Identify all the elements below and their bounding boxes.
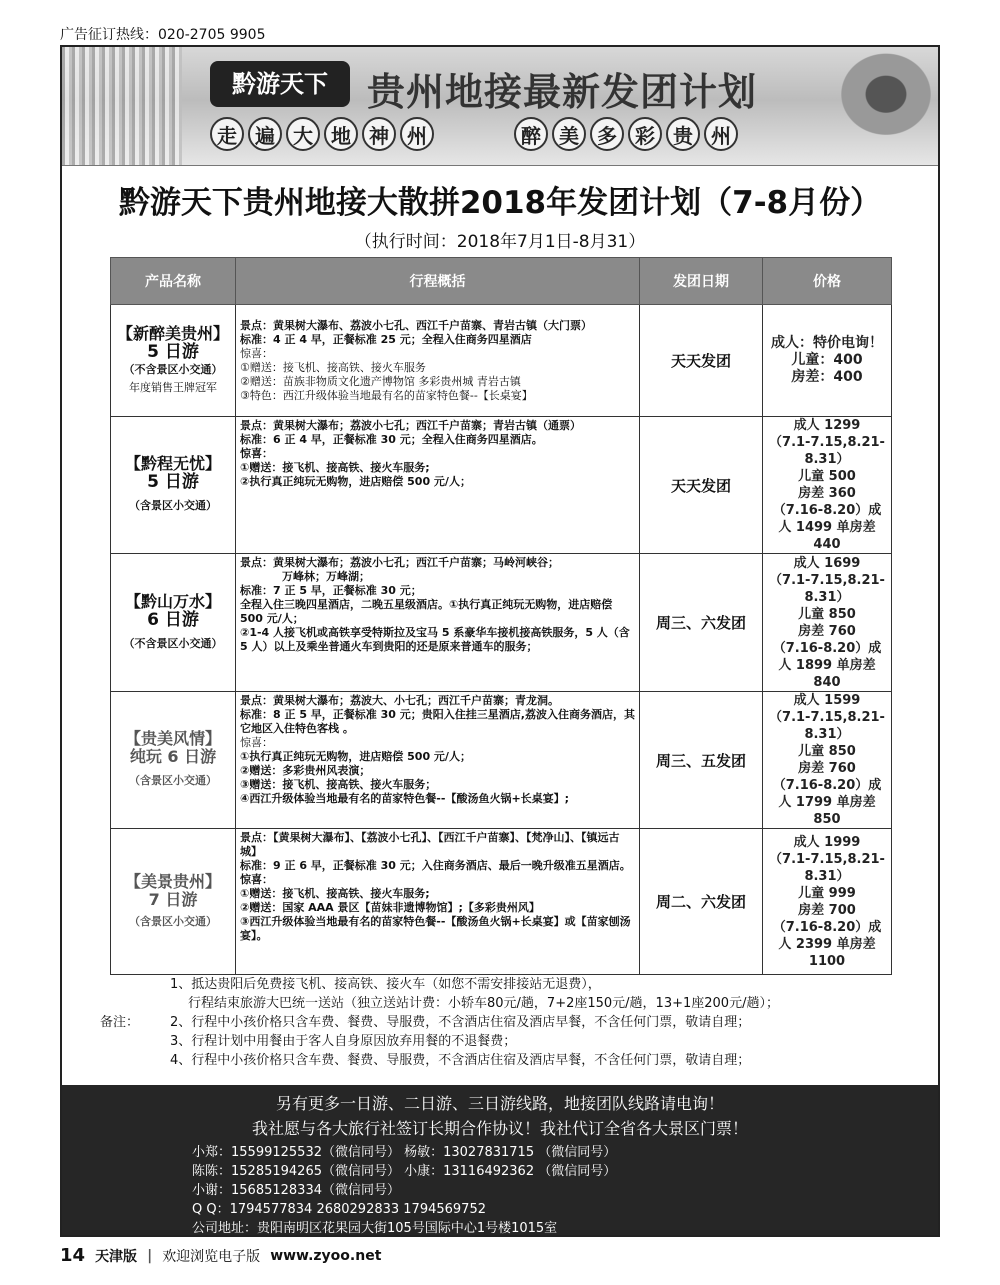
itinerary-line: 景点：黄果树大瀑布；荔波小七孔；西江千户苗寨；青岩古镇（通票） [240, 419, 581, 432]
banner [62, 47, 938, 166]
price-line: 儿童 850 [798, 606, 856, 622]
price-line: 人 2399 单房差 [778, 936, 876, 952]
product-name: 【贵美风情】 [124, 729, 221, 748]
price-line: 人 1499 单房差 [778, 520, 876, 535]
product-name-cell [111, 417, 236, 554]
slogan-char: 大 [286, 117, 320, 151]
brand-logo: 黔游天下 [210, 61, 350, 107]
price-line: 人 1799 单房差 [778, 795, 876, 810]
slogan-left [210, 117, 434, 151]
header-product: 产品名称 [111, 258, 236, 305]
slogan-char: 彩 [628, 117, 662, 151]
note-line: 行程结束旅游大巴统一送站（独立送站计费：小轿车80元/趟，7+2座150元/趟，13+1座200元/趟）； [188, 996, 779, 1011]
departure-date: 周三、五发团 [640, 692, 763, 829]
itinerary-line: 标准：8 正 5 早，正餐标准 30 元；贵阳入住挂三星酒店,荔波入住商务酒店，其它地区入住特色客栈 。 [240, 708, 635, 735]
itinerary-line: 景点：黄果树大瀑布；荔波大、小七孔；西江千户苗寨；青龙洞。 [240, 694, 559, 707]
price-line: （7.16-8.20）成 [772, 503, 882, 518]
note-line: 4、行程中小孩价格只含车费、餐费、导服费，不含酒店住宿及酒店早餐，不含任何门票，敬请自理； [170, 1053, 751, 1068]
itinerary-line: ①赠送：接飞机、接高铁、接火车服务; [240, 887, 430, 900]
itinerary-line: 惊喜： [240, 346, 273, 360]
price-line: （7.1-7.15,8.21- [769, 435, 885, 450]
price-line: （7.16-8.20）成 [772, 778, 882, 793]
price-line: 儿童 850 [798, 744, 856, 759]
price-cell [763, 692, 892, 829]
itinerary-line: 标准：7 正 5 早，正餐标准 30 元； [240, 584, 422, 597]
welcome-text: 欢迎浏览电子版 [162, 1248, 261, 1265]
slogan-char: 州 [400, 117, 434, 151]
price-line: 8.31） [804, 452, 850, 467]
product-name-cell [111, 829, 236, 975]
table-row [111, 305, 892, 417]
itinerary-line: 标准：6 正 4 早，正餐标准 30 元；全程入住商务四星酒店。 [240, 433, 543, 446]
price-line: 儿童 500 [798, 469, 856, 484]
table-header-row [111, 258, 892, 305]
itinerary-line: ③赠送：接飞机、接高铁、接火车服务； [240, 778, 437, 791]
slogan-char: 多 [590, 117, 624, 151]
product-name: 【新醉美贵州】 [116, 323, 229, 343]
itinerary-line: ③特色：西江升级体验当地最有名的苗家特色餐--【长桌宴】 [240, 388, 533, 402]
dancer-figure-image [808, 47, 938, 165]
product-name: 【美景贵州】 [124, 871, 221, 891]
price-cell [763, 554, 892, 692]
product-name-cell [111, 305, 236, 417]
contact-line: 公司地址：贵阳南明区花果园大街105号国际中心1号楼1015室 [192, 1221, 558, 1236]
contact-line: 小谢：15685128334（微信同号） [192, 1183, 400, 1198]
slogan-char: 走 [210, 117, 244, 151]
itinerary-line: 惊喜： [240, 447, 273, 460]
itinerary-cell [236, 554, 640, 692]
price-line: 成人 1999 [793, 834, 861, 850]
price-line: 房差 700 [798, 902, 856, 918]
slogan-char: 神 [362, 117, 396, 151]
contact-line: 小郑：15599125532（微信同号） 杨敏：13027831715 （微信同号） [192, 1145, 617, 1160]
itinerary-line: 惊喜： [240, 736, 273, 749]
table-row [111, 417, 892, 554]
product-subnote: （不含景区小交通） [123, 362, 223, 376]
itinerary-line: ①赠送：接飞机、接高铁、接火车服务; [240, 461, 430, 474]
price-line: 儿童 999 [798, 885, 856, 901]
departure-date: 周三、六发团 [640, 554, 763, 692]
itinerary-line: ③西江升级体验当地最有名的苗家特色餐--【酸汤鱼火锅+长桌宴】或【苗家刨汤宴】。 [240, 915, 631, 942]
note-line: 1、抵达贵阳后免费接飞机、接高铁、接火车（如您不需安排接站无退费）， [170, 977, 601, 992]
price-line: 房差：400 [791, 369, 863, 385]
product-name: 【黔山万水】 [124, 591, 221, 611]
itinerary-line: 标准：4 正 4 早，正餐标准 25 元；全程入住商务四星酒店 [240, 332, 532, 346]
price-line: 房差 760 [798, 761, 856, 776]
price-cell [763, 829, 892, 975]
product-days: 6 日游 [147, 609, 199, 630]
slogan-char: 醉 [514, 117, 548, 151]
price-line: 8.31） [804, 868, 850, 884]
itinerary-line: ②赠送：国家 AAA 景区【苗妹非遗博物馆】;【多彩贵州风】 [240, 901, 540, 914]
edition-label: 天津版 [95, 1248, 138, 1265]
ad-hotline: 广告征订热线：020-2705 9905 [60, 27, 266, 43]
slogan-char: 贵 [666, 117, 700, 151]
header-date: 发团日期 [640, 258, 763, 305]
itinerary-line: ②1-4 人接飞机或高铁享受特斯拉及宝马 5 系豪华车接机接高铁服务，5 人（含 5 人）以上及乘坐普通火车到贵阳的还是原来普通车的服务； [240, 626, 630, 653]
price-line: 成人 1299 [793, 418, 861, 433]
contact-list [192, 1143, 938, 1237]
price-line: （7.16-8.20）成 [772, 919, 882, 935]
itinerary-line: 标准：9 正 6 早，正餐标准 30 元；入住商务酒店、最后一晚升级准五星酒店。 [240, 859, 631, 872]
itinerary-line: 全程入住三晚四星酒店，二晚五星级酒店。①执行真正纯玩无购物，进店赔偿 500 元/人； [240, 598, 613, 625]
price-line: 房差 360 [798, 486, 856, 501]
slogan-char: 地 [324, 117, 358, 151]
itinerary-line: 惊喜： [240, 873, 273, 886]
more-routes-text: 另有更多一日游、二日游、三日游线路，地接团队线路请电询！ [275, 1094, 724, 1113]
itinerary-line: ①赠送：接飞机、接高铁、接火车服务 [240, 360, 426, 374]
note-line: 2、行程中小孩价格只含车费、餐费、导服费，不含酒店住宿及酒店早餐，不含任何门票，敬请自理； [170, 1015, 751, 1030]
tour-plan-table [110, 257, 892, 975]
product-subnote: （含景区小交通） [129, 914, 217, 928]
price-line: 成人 1599 [793, 693, 861, 708]
execution-time: （执行时间：2018年7月1日-8月31） [354, 232, 646, 252]
itinerary-line: 万峰林；万峰湖； [282, 570, 370, 583]
price-cell [763, 417, 892, 554]
price-line: 成人：特价电询！ [771, 335, 883, 351]
product-subnote: （含景区小交通） [129, 774, 217, 787]
slogan-right [514, 117, 738, 151]
product-badge: 年度销售王牌冠军 [129, 380, 217, 394]
price-line: 8.31） [804, 589, 850, 605]
contact-footer [62, 1085, 938, 1235]
product-subnote: （不含景区小交通） [123, 636, 223, 650]
table-row [111, 829, 892, 975]
itinerary-line: ②赠送：多彩贵州风表演； [240, 764, 371, 777]
slogan-char: 美 [552, 117, 586, 151]
price-line: 1100 [808, 953, 846, 969]
waterfall-image [62, 47, 182, 165]
price-line: （7.1-7.15,8.21- [769, 572, 885, 588]
product-name-cell [111, 554, 236, 692]
itinerary-cell [236, 829, 640, 975]
itinerary-line: 景点：黄果树大瀑布；荔波小七孔；西江千户苗寨；马岭河峡谷； [240, 556, 559, 569]
notes-label: 备注： [100, 1015, 140, 1030]
main-title: 黔游天下贵州地接大散拼2018年发团计划（7-8月份） [118, 185, 882, 221]
table-row [111, 554, 892, 692]
product-subnote: （含景区小交通） [129, 499, 217, 512]
table-row [111, 692, 892, 829]
header-itinerary: 行程概括 [236, 258, 640, 305]
header-price: 价格 [763, 258, 892, 305]
itinerary-line: ②赠送：苗族非物质文化遗产博物馆 多彩贵州城 青岩古镇 [240, 374, 521, 388]
price-line: 440 [813, 537, 841, 552]
contact-line: 陈陈：15285194265（微信同号） 小康：13116492362 （微信同号） [192, 1164, 617, 1179]
itinerary-line: ①执行真正纯玩无购物，进店赔偿 500 元/人； [240, 750, 471, 763]
itinerary-line: 景点：【黄果树大瀑布】、【荔波小七孔】、【西江千户苗寨】、【梵净山】、【镇远古城】 [240, 831, 620, 858]
ad-frame [60, 45, 940, 1237]
price-line: 850 [813, 812, 841, 827]
itinerary-cell [236, 417, 640, 554]
price-line: （7.16-8.20）成 [772, 640, 882, 656]
price-line: （7.1-7.15,8.21- [769, 851, 885, 867]
price-line: 8.31） [804, 727, 850, 742]
product-days: 5 日游 [147, 341, 199, 362]
price-line: 儿童：400 [791, 352, 863, 368]
price-cell [763, 305, 892, 417]
website-link[interactable]: www.zyoo.net [270, 1247, 382, 1264]
price-line: 房差 760 [798, 623, 856, 639]
itinerary-cell [236, 305, 640, 417]
departure-date: 周二、六发团 [640, 829, 763, 975]
departure-date: 天天发团 [640, 305, 763, 417]
product-days: 7 日游 [148, 889, 198, 909]
product-name: 【黔程无忧】 [124, 454, 221, 473]
page-number: 14 [60, 1245, 86, 1266]
note-line: 3、行程计划中用餐由于客人自身原因放弃用餐的不退餐费； [170, 1034, 517, 1049]
price-line: （7.1-7.15,8.21- [769, 710, 885, 725]
itinerary-cell [236, 692, 640, 829]
cooperation-text: 我社愿与各大旅行社签订长期合作协议！我社代订全省各大景区门票！ [251, 1119, 748, 1138]
product-name-cell [111, 692, 236, 829]
slogan-char: 州 [704, 117, 738, 151]
itinerary-line: 景点：黄果树大瀑布、荔波小七孔、西江千户苗寨、青岩古镇（大门票） [240, 318, 592, 332]
product-days: 纯玩 6 日游 [129, 747, 217, 766]
slogan-char: 遍 [248, 117, 282, 151]
price-line: 人 1899 单房差 [778, 657, 876, 673]
departure-date: 天天发团 [640, 417, 763, 554]
contact-line: Q Q：1794577834 2680292833 1794569752 [192, 1202, 486, 1217]
notes-lines [170, 975, 930, 1070]
price-line: 成人 1699 [793, 555, 861, 571]
page-footer [60, 1245, 940, 1266]
itinerary-line: ④西江升级体验当地最有名的苗家特色餐--【酸汤鱼火锅+长桌宴】; [240, 792, 570, 805]
footer-separator: | [147, 1247, 153, 1264]
itinerary-line: ②执行真正纯玩无购物，进店赔偿 500 元/人； [240, 475, 471, 488]
product-days: 5 日游 [147, 472, 199, 492]
banner-title: 贵州地接最新发团计划 [367, 70, 758, 114]
price-line: 840 [813, 674, 841, 690]
